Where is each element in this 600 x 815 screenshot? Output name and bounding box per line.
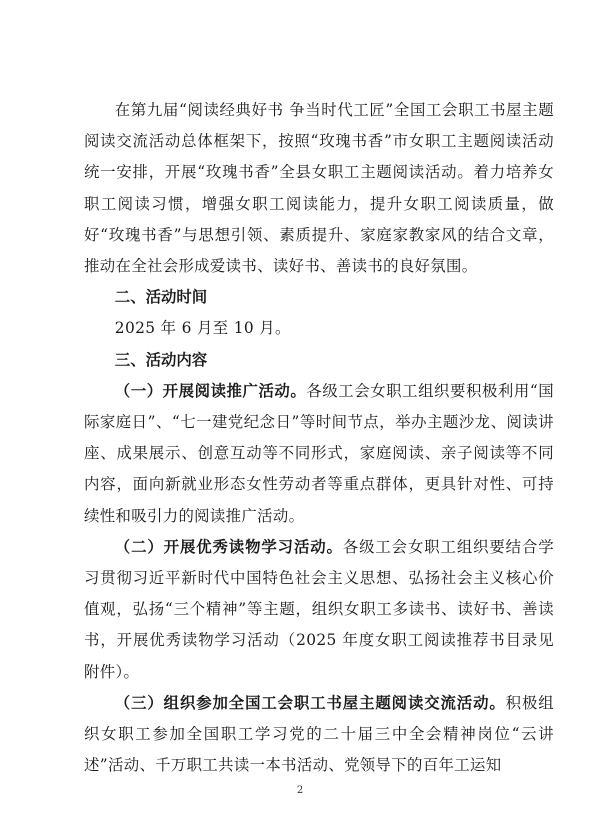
item-3-title: （三）组织参加全国工会职工书屋主题阅读交流活动。 xyxy=(114,693,506,712)
item-2-title: （二）开展优秀读物学习活动。 xyxy=(114,537,343,556)
item-2-paragraph xyxy=(84,532,554,688)
intro-paragraph: 在第九届“阅读经典好书 争当时代工匠”全国工会职工书屋主题阅读交流活动总体框架下，按照“玫瑰书香”市女职工主题阅读活动统一安排，开展“玫瑰书香”全县女职工主题阅读活动。着力培养女职工阅读习惯，增强女职工阅读能力，提升女职工阅读质量，做好“玫瑰书香”与思想引领、素质提升、家庭家教家风的结合文章，推动在全社会形成爱读书、读好书、善读书的良好氛围。 xyxy=(84,101,554,276)
item-2-body: 各级工会女职工组织要结合学习贯彻习近平新时代中国特色社会主义思想、弘扬社会主义核心价值观，弘扬“三个精神”等主题，组织女职工多读书、读好书、善读书，开展优秀读物学习活动（2025 年度女职工阅读推荐书目录见附件）。 xyxy=(84,537,554,681)
section-2-text: 2025 年 6 月至 10 月。 xyxy=(114,319,291,338)
item-3-paragraph xyxy=(84,688,554,782)
item-1-title: （一）开展阅读推广活动。 xyxy=(114,381,307,400)
item-1-body: 各级工会女职工组织要积极利用“国际家庭日”、“七一建党纪念日”等时间节点，举办主题沙龙、阅读讲座、成果展示、创意互动等不同形式，家庭阅读、亲子阅读等不同内容，面向新就业形态女性劳动者等重点群体，更具针对性、可持续性和吸引力的阅读推广活动。 xyxy=(84,381,555,525)
page-number: 2 xyxy=(296,785,304,796)
section-3-heading: 三、活动内容 xyxy=(114,350,208,369)
page-content xyxy=(84,95,554,781)
item-3-body: 积极组织女职工参加全国职工学习党的二十届三中全会精神岗位“云讲述”活动、千万职工共读一本书活动、党领导下的百年工运知 xyxy=(84,693,554,775)
item-1-paragraph xyxy=(84,376,554,532)
section-2-heading: 二、活动时间 xyxy=(114,288,208,307)
